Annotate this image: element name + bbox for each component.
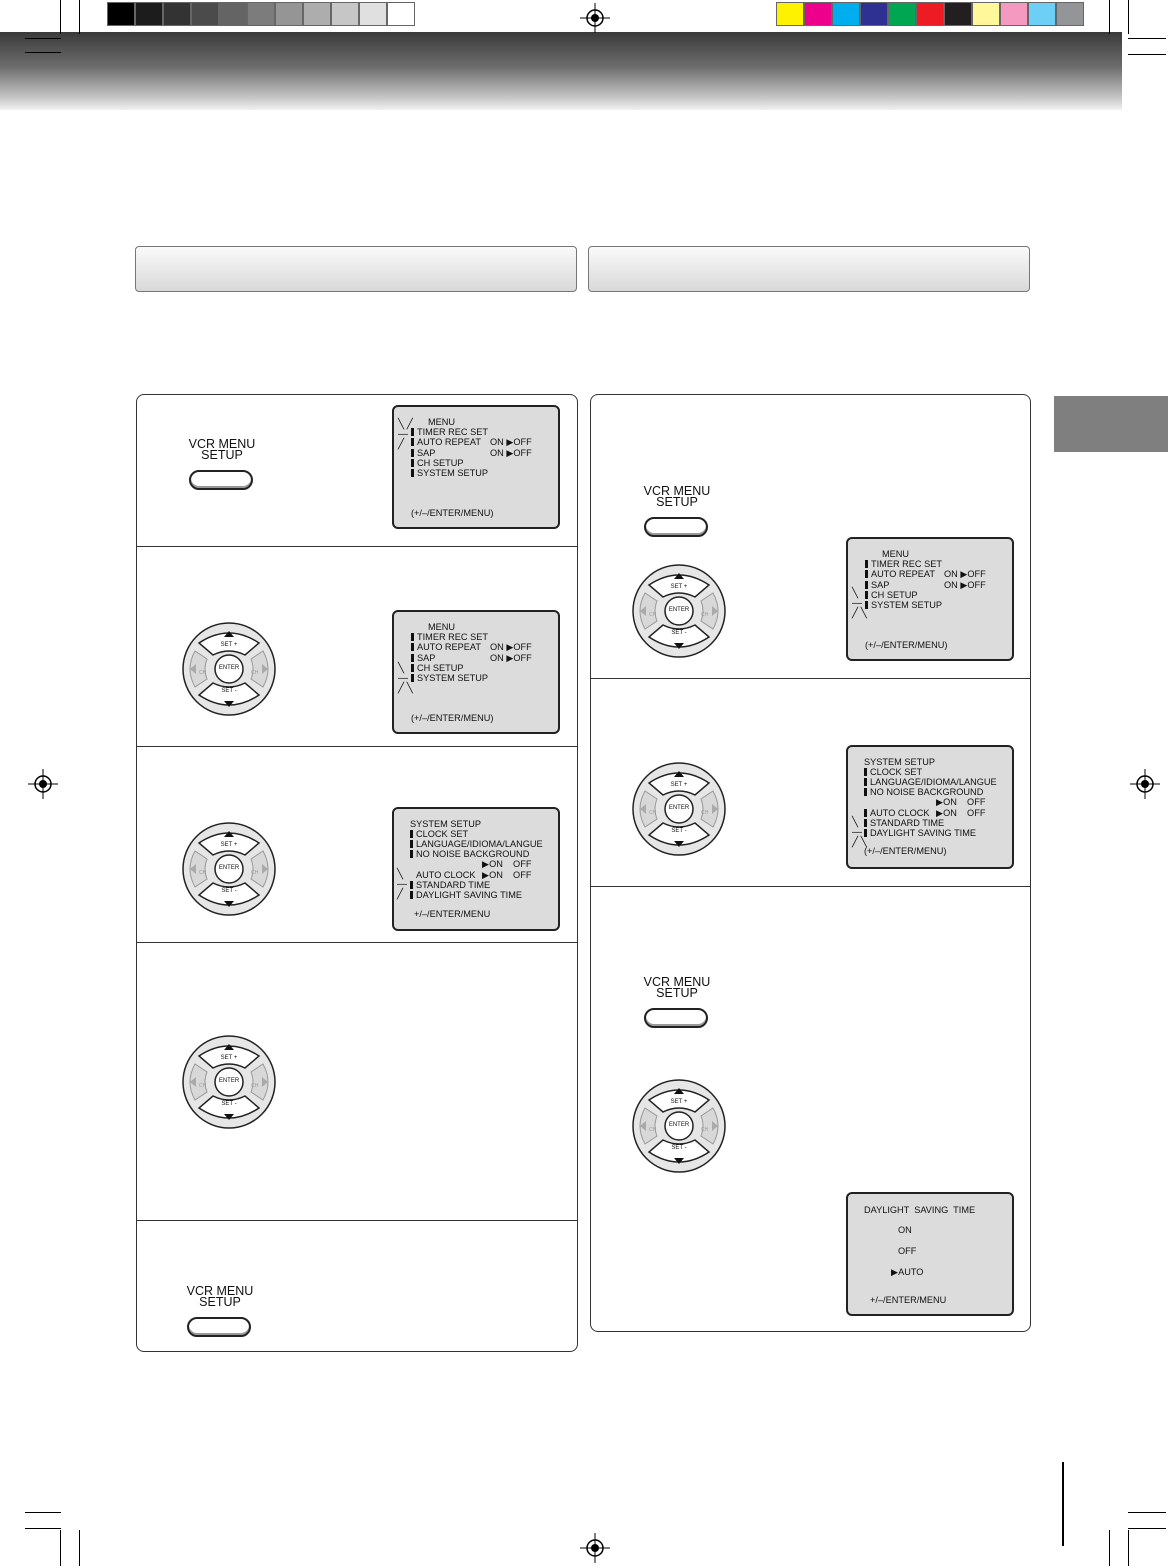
menu-screen-2: MENU TIMER REC SET AUTO REPEAT ON ▶OFF SAP ON ▶OFF CH SETUP SYSTEM SETUP (+/–/ENTER/MENU) ╲ — ╱ ╲ — [392, 610, 560, 734]
dpad-6[interactable] — [631, 1078, 727, 1174]
menu-item: AUTO REPEAT — [871, 569, 935, 579]
gray-swatch — [359, 2, 387, 26]
registration-mark-right — [1130, 769, 1160, 799]
menu-title: MENU — [428, 622, 456, 632]
color-swatch — [804, 2, 832, 26]
system-setup-footer: +/–/ENTER/MENU — [414, 909, 491, 919]
set-minus-button[interactable]: SET - — [671, 630, 687, 636]
menu-item: CH SETUP — [871, 590, 918, 600]
system-setup-value: ▶ON OFF — [482, 859, 532, 869]
system-setup-item: AUTO CLOCK — [416, 870, 476, 880]
system-setup-screen-2: SYSTEM SETUP CLOCK SET LANGUAGE/IDIOMA/LANGUE NO NOISE BACKGROUND ▶ON OFF AUTO CLOCK ▶ON OFF STANDARD TIME DAYLIGHT SAVING TIME (+/–/ENTER/MENU) ╲ — ╱ ╲ — [846, 745, 1014, 869]
color-swatch — [944, 2, 972, 26]
menu-title: MENU — [882, 549, 910, 559]
menu-item: SAP — [417, 653, 436, 663]
system-setup-item: STANDARD TIME — [416, 880, 491, 890]
system-setup-item: DAYLIGHT SAVING TIME — [416, 890, 523, 900]
system-setup-value: ▶ON OFF — [936, 808, 986, 818]
dpad-2[interactable] — [181, 821, 277, 917]
ch-plus-button[interactable]: CH — [701, 612, 709, 618]
set-plus-button[interactable]: SET + — [670, 782, 688, 788]
menu-item: TIMER REC SET — [417, 427, 488, 437]
color-swatch — [860, 2, 888, 26]
menu-item: SAP — [417, 448, 436, 458]
enter-button[interactable]: ENTER — [668, 607, 690, 613]
color-swatch — [832, 2, 860, 26]
menu-item: TIMER REC SET — [417, 632, 488, 642]
gray-swatch — [135, 2, 163, 26]
dpad-3[interactable] — [181, 1034, 277, 1130]
system-setup-footer: (+/–/ENTER/MENU) — [864, 846, 947, 856]
system-setup-title: SYSTEM SETUP — [410, 819, 481, 829]
system-setup-item: CLOCK SET — [416, 829, 469, 839]
system-setup-item: DAYLIGHT SAVING TIME — [870, 828, 977, 838]
system-setup-item: STANDARD TIME — [870, 818, 945, 828]
gray-swatch — [107, 2, 135, 26]
gray-swatch — [275, 2, 303, 26]
menu-value: ON ▶OFF — [490, 642, 532, 652]
ch-minus-button[interactable]: CH — [199, 670, 207, 676]
dpad-4[interactable] — [631, 563, 727, 659]
menu-value: ON ▶OFF — [944, 580, 986, 590]
dpad-5[interactable] — [631, 761, 727, 857]
enter-button[interactable]: ENTER — [668, 1122, 690, 1128]
enter-button[interactable]: ENTER — [218, 865, 240, 871]
setup-label: SETUP — [656, 986, 698, 1000]
header-band — [0, 32, 1122, 110]
ch-minus-button[interactable]: CH — [199, 870, 207, 876]
menu-screen-3: MENU TIMER REC SET AUTO REPEAT ON ▶OFF SAP ON ▶OFF CH SETUP SYSTEM SETUP (+/–/ENTER/MENU) ╲ — ╱ ╲ — [846, 537, 1014, 661]
menu-footer: (+/–/ENTER/MENU) — [865, 640, 948, 650]
set-plus-button[interactable]: SET + — [220, 842, 238, 848]
gray-swatch — [331, 2, 359, 26]
set-minus-button[interactable]: SET - — [221, 1101, 237, 1107]
system-setup-screen-1: SYSTEM SETUP CLOCK SET LANGUAGE/IDIOMA/LANGUE NO NOISE BACKGROUND ▶ON OFF AUTO CLOCK ▶ON OFF STANDARD TIME DAYLIGHT SAVING TIME +/–/ENTER/MENU ╲ — ╱ — [392, 807, 560, 931]
ch-plus-button[interactable]: CH — [251, 670, 259, 676]
set-plus-button[interactable]: SET + — [220, 642, 238, 648]
menu-footer: (+/–/ENTER/MENU) — [411, 508, 494, 518]
set-plus-button[interactable]: SET + — [220, 1055, 238, 1061]
menu-title: MENU — [428, 417, 456, 427]
set-minus-button[interactable]: SET - — [221, 688, 237, 694]
color-swatch — [776, 2, 804, 26]
setup-label: SETUP — [201, 448, 243, 462]
menu-item: AUTO REPEAT — [417, 437, 481, 447]
menu-item: SYSTEM SETUP — [417, 673, 488, 683]
menu-item: CH SETUP — [417, 458, 464, 468]
vcr-menu-label: VCR MENU — [186, 1284, 254, 1298]
dst-footer: +/–/ENTER/MENU — [870, 1295, 947, 1305]
set-minus-button[interactable]: SET - — [221, 888, 237, 894]
enter-button[interactable]: ENTER — [668, 805, 690, 811]
registration-mark-top — [580, 3, 610, 33]
ch-minus-button[interactable]: CH — [649, 1127, 657, 1133]
system-setup-item: NO NOISE BACKGROUND — [416, 849, 530, 859]
registration-mark-bottom — [580, 1533, 610, 1563]
dst-option-on: ON — [898, 1225, 912, 1235]
gray-swatch — [191, 2, 219, 26]
dst-option-off: OFF — [898, 1246, 917, 1256]
color-swatch — [972, 2, 1000, 26]
menu-value: ON ▶OFF — [490, 448, 532, 458]
vcr-menu-label: VCR MENU — [188, 437, 256, 451]
system-setup-item: CLOCK SET — [870, 767, 923, 777]
dst-title: DAYLIGHT SAVING TIME — [864, 1205, 976, 1215]
menu-item: CH SETUP — [417, 663, 464, 673]
color-swatch — [1000, 2, 1028, 26]
chapter-side-tab — [1054, 396, 1168, 452]
menu-item: TIMER REC SET — [871, 559, 942, 569]
gray-swatch — [303, 2, 331, 26]
ch-plus-button[interactable]: CH — [701, 1127, 709, 1133]
gray-swatch — [219, 2, 247, 26]
setup-label: SETUP — [199, 1295, 241, 1309]
system-setup-item: AUTO CLOCK — [870, 808, 930, 818]
ch-minus-button[interactable]: CH — [649, 612, 657, 618]
menu-value: ON ▶OFF — [490, 437, 532, 447]
dst-screen — [846, 1192, 1014, 1316]
gray-swatch — [247, 2, 275, 26]
menu-footer: (+/–/ENTER/MENU) — [411, 713, 494, 723]
vcr-menu-label: VCR MENU — [643, 975, 711, 989]
gray-swatch — [163, 2, 191, 26]
system-setup-title: SYSTEM SETUP — [864, 757, 935, 767]
set-plus-button[interactable]: SET + — [670, 1099, 688, 1105]
system-setup-value: ▶ON OFF — [482, 870, 532, 880]
menu-item: SAP — [871, 580, 890, 590]
set-minus-button[interactable]: SET - — [671, 828, 687, 834]
gray-swatch — [387, 2, 415, 26]
color-swatch — [916, 2, 944, 26]
enter-button[interactable]: ENTER — [218, 665, 240, 671]
menu-value: ON ▶OFF — [944, 569, 986, 579]
ch-minus-button[interactable]: CH — [649, 810, 657, 816]
vcr-menu-label: VCR MENU — [643, 484, 711, 498]
system-setup-value: ▶ON OFF — [936, 797, 986, 807]
ch-minus-button[interactable]: CH — [199, 1083, 207, 1089]
enter-button[interactable]: ENTER — [218, 1078, 240, 1084]
set-minus-button[interactable]: SET - — [671, 1145, 687, 1151]
ch-plus-button[interactable]: CH — [701, 810, 709, 816]
ch-plus-button[interactable]: CH — [251, 1083, 259, 1089]
left-section-title-box — [135, 246, 577, 292]
color-swatch — [1028, 2, 1056, 26]
setup-label: SETUP — [656, 495, 698, 509]
menu-item: AUTO REPEAT — [417, 642, 481, 652]
dst-option-auto: ▶AUTO — [891, 1267, 924, 1277]
system-setup-item: NO NOISE BACKGROUND — [870, 787, 984, 797]
menu-item: SYSTEM SETUP — [871, 600, 942, 610]
menu-value: ON ▶OFF — [490, 653, 532, 663]
system-setup-item: LANGUAGE/IDIOMA/LANGUE — [870, 777, 997, 787]
registration-mark-left — [28, 769, 58, 799]
dpad-1[interactable] — [181, 621, 277, 717]
color-swatch — [888, 2, 916, 26]
system-setup-item: LANGUAGE/IDIOMA/LANGUE — [416, 839, 543, 849]
menu-screen-1: MENU TIMER REC SET AUTO REPEAT ON ▶OFF SAP ON ▶OFF CH SETUP SYSTEM SETUP (+/–/ENTER/MENU) ╲ ╱ — ╱ — [392, 405, 560, 529]
menu-item: SYSTEM SETUP — [417, 468, 488, 478]
color-swatch — [1056, 2, 1084, 26]
ch-plus-button[interactable]: CH — [251, 870, 259, 876]
set-plus-button[interactable]: SET + — [670, 584, 688, 590]
right-section-title-box — [588, 246, 1030, 292]
